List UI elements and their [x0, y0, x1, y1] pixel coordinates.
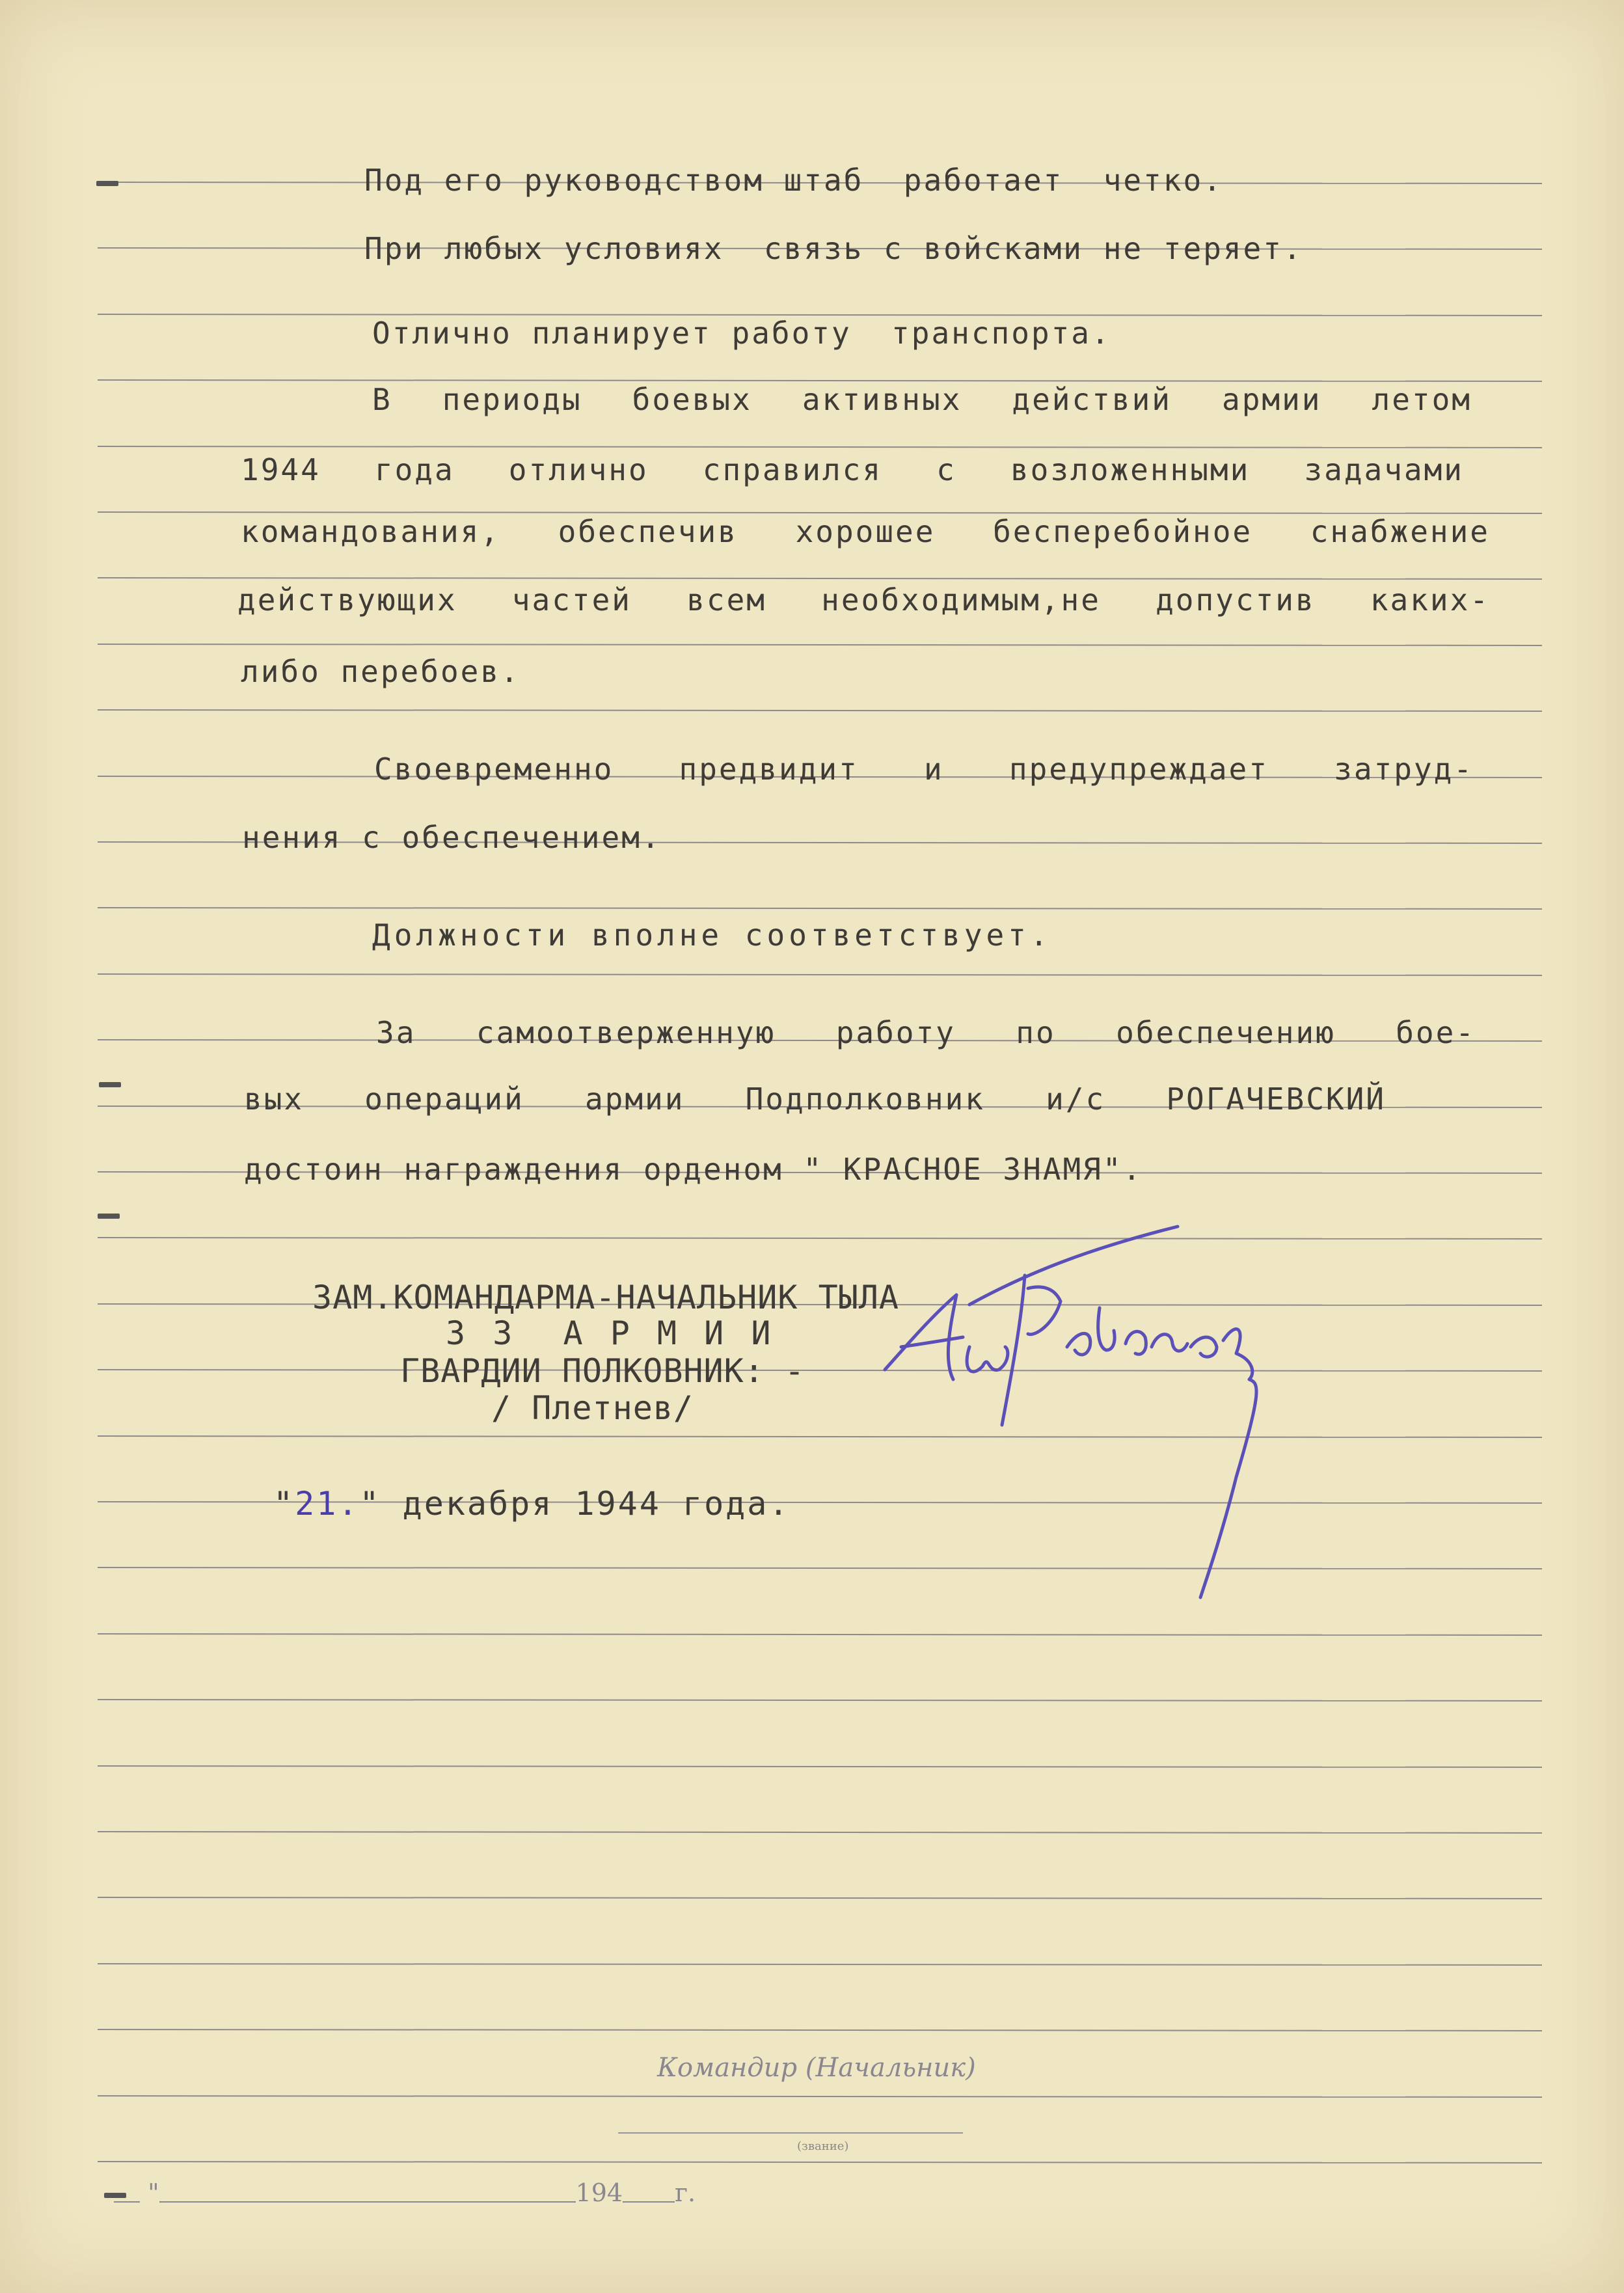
text-line: В периоды боевых активных действий армии летом: [372, 382, 1472, 417]
text-line: достоин награждения орденом " КРАСНОЕ ЗНАМЯ".: [244, 1152, 1143, 1187]
text-line: За самоотверженную работу по обеспечению бое-: [376, 1015, 1476, 1050]
text-line: Отлично планирует работу транспорта.: [372, 316, 1111, 351]
quote-mark: ": [148, 2178, 159, 2207]
month-blank: [159, 2188, 576, 2203]
text-line: нения с обеспечением.: [242, 820, 662, 855]
text-line: Должности вполне соответствует.: [372, 917, 1052, 953]
ruled-line: [98, 710, 1542, 711]
ruled-line: [98, 1700, 1542, 1701]
ruled-line: [98, 446, 1542, 448]
ruled-line: [98, 2096, 1542, 2097]
ruled-line: [98, 1370, 1542, 1371]
text-line: 1944 года отлично справился с возложенными задачами: [241, 452, 1464, 487]
edge-mark: [98, 1214, 120, 1219]
text-line: При любых условиях связь с войсками не теряет.: [364, 231, 1303, 266]
date-day: 21.: [295, 1485, 360, 1523]
handwritten-signature: [872, 1217, 1314, 1607]
ruled-line: [98, 908, 1542, 909]
ruled-line: [98, 974, 1542, 975]
ruled-line: [98, 578, 1542, 579]
rank-blank-line: [618, 2132, 963, 2134]
rank-sublabel: (звание): [797, 2139, 849, 2153]
edge-mark: [96, 181, 118, 186]
signer-unit: 3 3 А Р М И И: [446, 1314, 775, 1352]
document-date: [273, 1485, 790, 1523]
year-suffix: г.: [675, 2178, 696, 2207]
day-blank: [114, 2188, 140, 2203]
signer-name: / Плетнев/: [491, 1389, 694, 1427]
year-prefix: 194: [575, 2178, 623, 2207]
ruled-line: [98, 1567, 1542, 1569]
ruled-line: [98, 380, 1542, 381]
signer-position: ЗАМ.КОМАНДАРМА-НАЧАЛЬНИК ТЫЛА: [312, 1279, 899, 1316]
year-blank: [623, 2188, 675, 2203]
date-rest: " декабря 1944 года.: [359, 1485, 791, 1523]
text-line: командования, обеспечив хорошее бесперебойное снабжение: [241, 514, 1490, 549]
ruled-line: [98, 2162, 1542, 2163]
text-line: вых операций армии Подполковник и/с РОГАЧЕВСКИЙ: [244, 1081, 1386, 1117]
ruled-line: [98, 1634, 1542, 1635]
text-line: либо перебоев.: [241, 654, 521, 689]
ruled-line: [98, 644, 1542, 645]
date-quote-open: ": [273, 1485, 295, 1523]
ruled-line: [98, 1238, 1542, 1239]
ruled-line: [98, 1436, 1542, 1437]
ruled-line: [98, 1964, 1542, 1965]
ruled-line: [98, 2029, 1542, 2031]
ruled-line: [98, 1897, 1542, 1899]
text-line: Под его руководством штаб работает четко.: [364, 163, 1223, 198]
text-line: Своевременно предвидит и предупреждает затруд-: [374, 752, 1474, 787]
text-line: действующих частей всем необходимым,не допустив каких-: [237, 582, 1490, 617]
ruled-line: [98, 1832, 1542, 1833]
edge-mark: [99, 1082, 121, 1087]
form-date-line: [114, 2178, 696, 2207]
ruled-line: [98, 1766, 1542, 1767]
commander-label: Командир (Начальник): [657, 2053, 976, 2083]
signer-rank: ГВАРДИИ ПОЛКОВНИК: -: [400, 1352, 805, 1390]
ruled-line: [98, 512, 1542, 513]
